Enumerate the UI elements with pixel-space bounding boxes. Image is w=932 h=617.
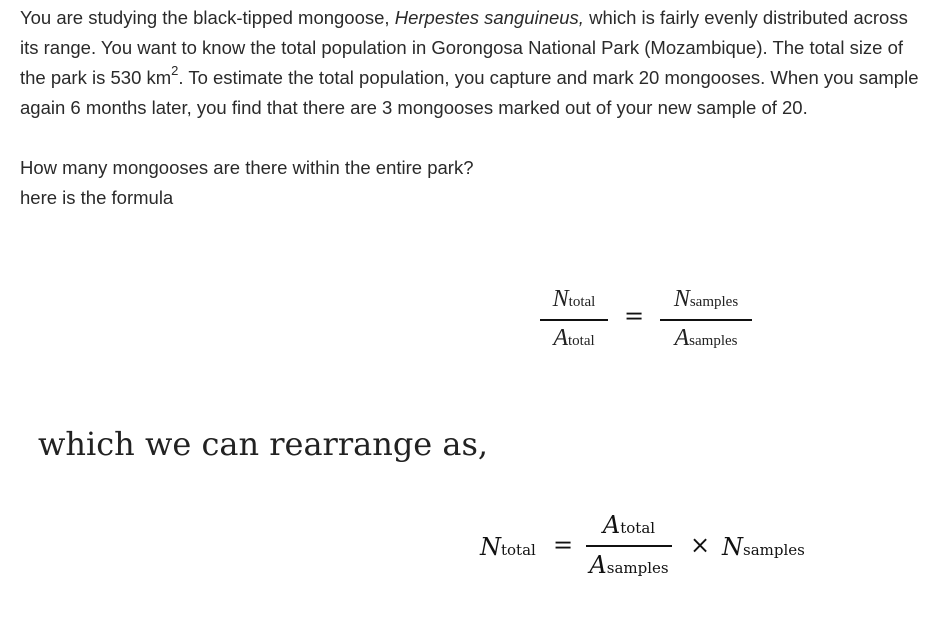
formula1-right-fraction — [660, 286, 752, 352]
formula1-left-numerator: Ntotal — [552, 286, 596, 312]
formula1-left-fraction-bar — [540, 319, 608, 321]
formula2-fraction-bar — [586, 545, 672, 547]
formula2-factor: Nsamples — [722, 533, 805, 561]
formula1-right-fraction-bar — [660, 319, 752, 321]
problem-paragraph — [20, 3, 925, 123]
formula2-lhs: Ntotal — [480, 533, 536, 561]
area-superscript: 2 — [171, 62, 179, 78]
formula1-right-denominator: Asamples — [674, 324, 738, 351]
species-name: Herpestes sanguineus, — [394, 7, 584, 28]
formula1-equals: = — [624, 302, 645, 330]
formula2-equals: = — [553, 531, 574, 559]
question-text: How many mongooses are there within the entire park? — [20, 157, 474, 178]
formula1-left-fraction — [540, 286, 608, 352]
paragraph-middle: which is fairly evenly distributed across its range. You want to know the total population in Gorongosa National Park (Mozambique). The total size of the park is 530 km — [20, 7, 908, 88]
formula2-fraction — [586, 511, 672, 579]
formula2-denominator: Asamples — [589, 550, 669, 579]
formula1-right-numerator: Nsamples — [673, 286, 739, 312]
formula2-times: × — [690, 531, 711, 559]
paragraph-end: . To estimate the total population, you capture and mark 20 mongooses. When you sample again 6 months later, you find that there are 3 mongooses marked out of your new sample of 20. — [20, 67, 919, 118]
formula2-numerator: Atotal — [602, 511, 656, 539]
formula-intro: here is the formula — [20, 187, 174, 208]
formula1-left-denominator: Atotal — [553, 324, 595, 351]
paragraph-start: You are studying the black-tipped mongoose, — [20, 7, 395, 28]
problem-text — [20, 3, 925, 213]
rearrange-text: which we can rearrange as, — [38, 425, 489, 463]
